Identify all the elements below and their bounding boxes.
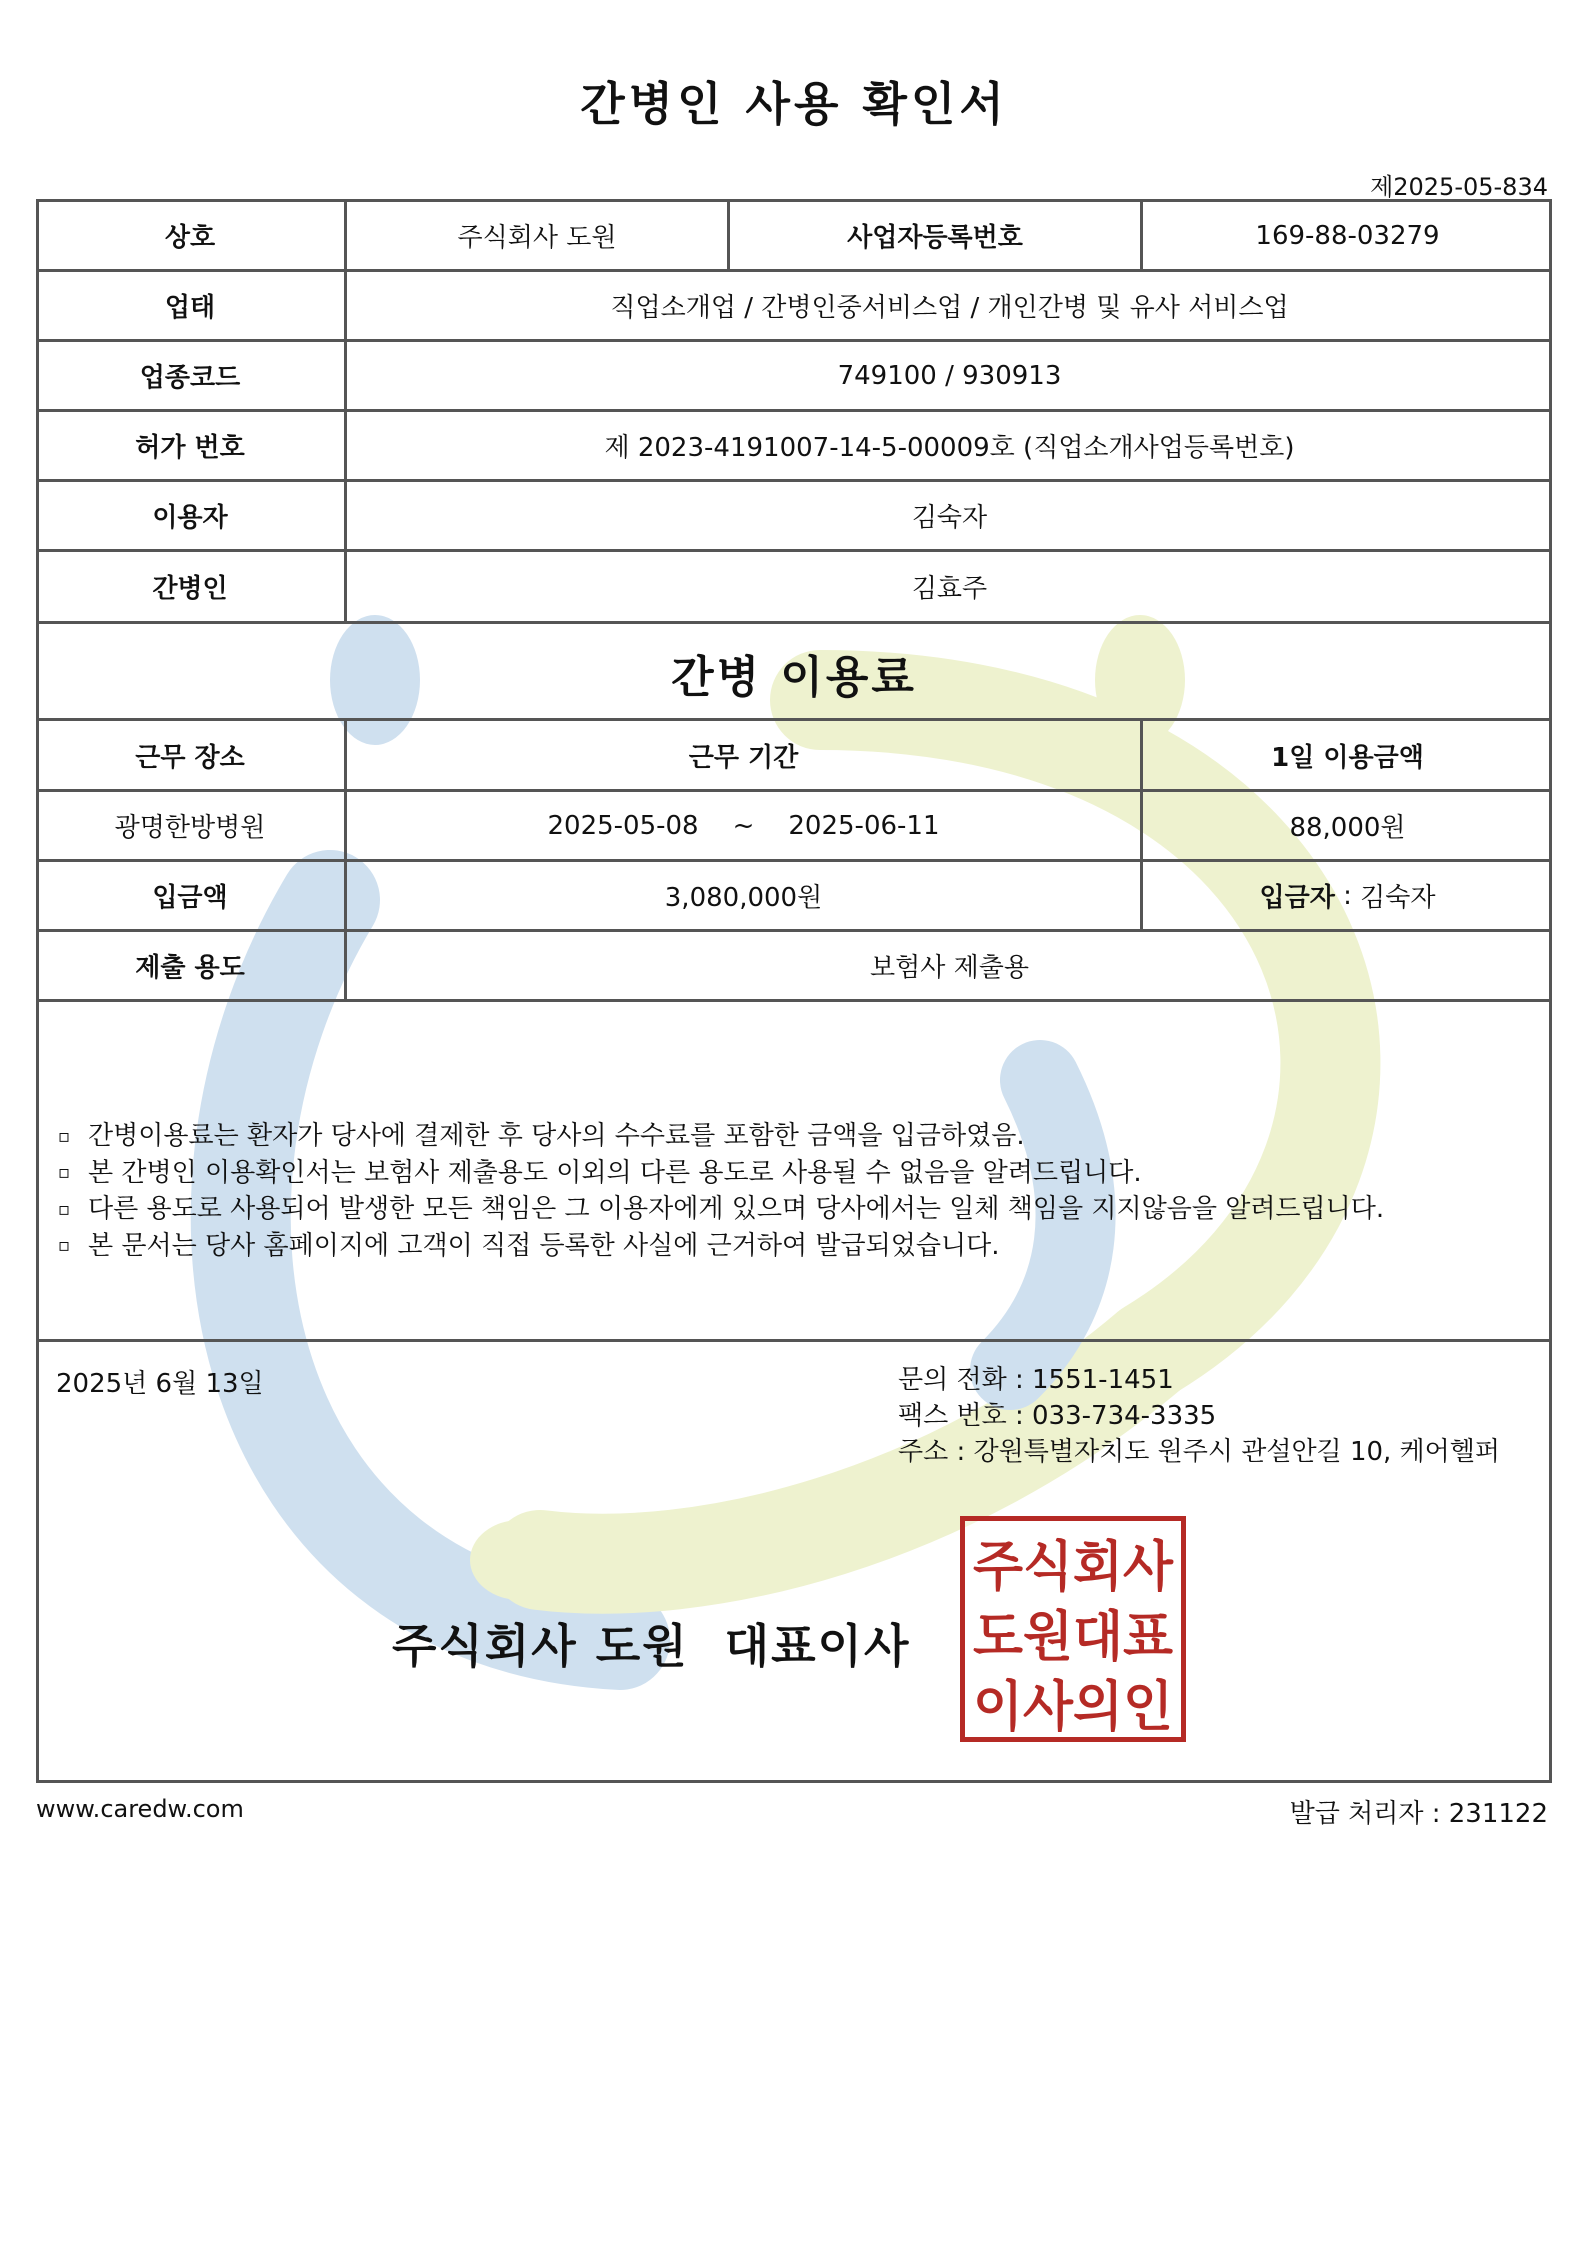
document-title: 간병인 사용 확인서 [580,77,1008,131]
notice-text: 간병이용료는 환자가 당사에 결제한 후 당사의 수수료를 포함한 금액을 입금하였음. [88,1121,1025,1151]
contact-address: 주소 : 강원특별자치도 원주시 관설안길 10, 케어헬퍼 [898,1437,1501,1467]
company-seal [960,1516,1186,1742]
contact-info [898,1362,1500,1470]
company-signature: 주식회사 도원 대표이사 [392,1619,911,1673]
row-divider [36,999,1552,1002]
work-period [347,792,1140,859]
issue-processor: 발급 처리자 : 231122 [1289,1799,1548,1829]
period-start: 2025-05-08 [547,810,699,841]
label-business-type: 업태 [164,293,216,323]
label-reg-no: 사업자등록번호 [847,223,1023,253]
daily-amount: 88,000원 [1289,813,1406,843]
document-number: 제2025-05-834 [1370,173,1548,201]
bullet-icon: ▫ [58,1125,71,1147]
website-link[interactable]: www.caredw.com [36,1795,244,1823]
bullet-icon: ▫ [58,1162,71,1183]
issue-date: 2025년 6월 13일 [56,1369,264,1399]
label-user: 이용자 [152,503,228,533]
purpose: 보험사 제출용 [870,953,1029,983]
list-item [58,1155,1384,1192]
row-divider [36,1339,1552,1342]
bullet-icon: ▫ [58,1198,71,1220]
label-work-period: 근무 기간 [688,742,799,773]
contact-phone: 문의 전화 : 1551-1451 [898,1365,1174,1395]
deposit-amount: 3,080,000원 [664,883,823,913]
label-work-place: 근무 장소 [135,742,245,773]
period-end: 2025-06-11 [788,810,940,841]
label-depositor: 입금자 [1259,883,1335,913]
depositor [1143,862,1552,929]
label-company-name: 상호 [164,223,216,253]
list-item [58,1118,1384,1155]
svg-text:도원대표: 도원대표 [973,1605,1173,1668]
license-number: 제 2023-4191007-14-5-00009호 (직업소개사업등록번호) [604,433,1295,463]
row-divider [36,621,1552,624]
bullet-icon: ▫ [58,1235,71,1256]
notice-text: 본 문서는 당사 홈페이지에 고객이 직접 등록한 사실에 근거하여 발급되었습니다. [88,1230,1000,1261]
caregiver-name: 김효주 [911,574,988,604]
industry-code: 749100 / 930913 [837,360,1062,391]
notice-text: 다른 용도로 사용되어 발생한 모든 책임은 그 이용자에게 있으며 당사에서는 일체 책임을 지지않음을 알려드립니다. [88,1194,1385,1224]
period-separator: ~ [732,810,755,841]
list-item [58,1228,1384,1265]
contact-fax: 팩스 번호 : 033-734-3335 [898,1401,1217,1431]
label-license: 허가 번호 [135,433,245,463]
fee-section-title: 간병 이용료 [671,652,917,703]
company-name: 주식회사 도원 [457,223,617,253]
label-purpose: 제출 용도 [135,953,245,983]
business-type: 직업소개업 / 간병인중서비스업 / 개인간병 및 유사 서비스업 [610,293,1289,323]
svg-text:이사의인: 이사의인 [973,1675,1173,1738]
depositor-separator: : [1334,880,1361,911]
label-daily-amount: 1일 이용금액 [1271,742,1424,773]
label-caregiver: 간병인 [152,574,228,604]
label-industry-code: 업종코드 [139,363,241,393]
user-name: 김숙자 [911,503,988,533]
work-place: 광명한방병원 [114,813,266,843]
reg-no: 169-88-03279 [1255,220,1440,251]
svg-text:주식회사: 주식회사 [973,1535,1174,1598]
notice-list [58,1118,1384,1264]
list-item [58,1191,1384,1228]
label-deposit: 입금액 [152,883,228,913]
notice-text: 본 간병인 이용확인서는 보험사 제출용도 이외의 다른 용도로 사용될 수 없음을 알려드립니다. [88,1157,1142,1188]
depositor-name: 김숙자 [1360,883,1436,913]
